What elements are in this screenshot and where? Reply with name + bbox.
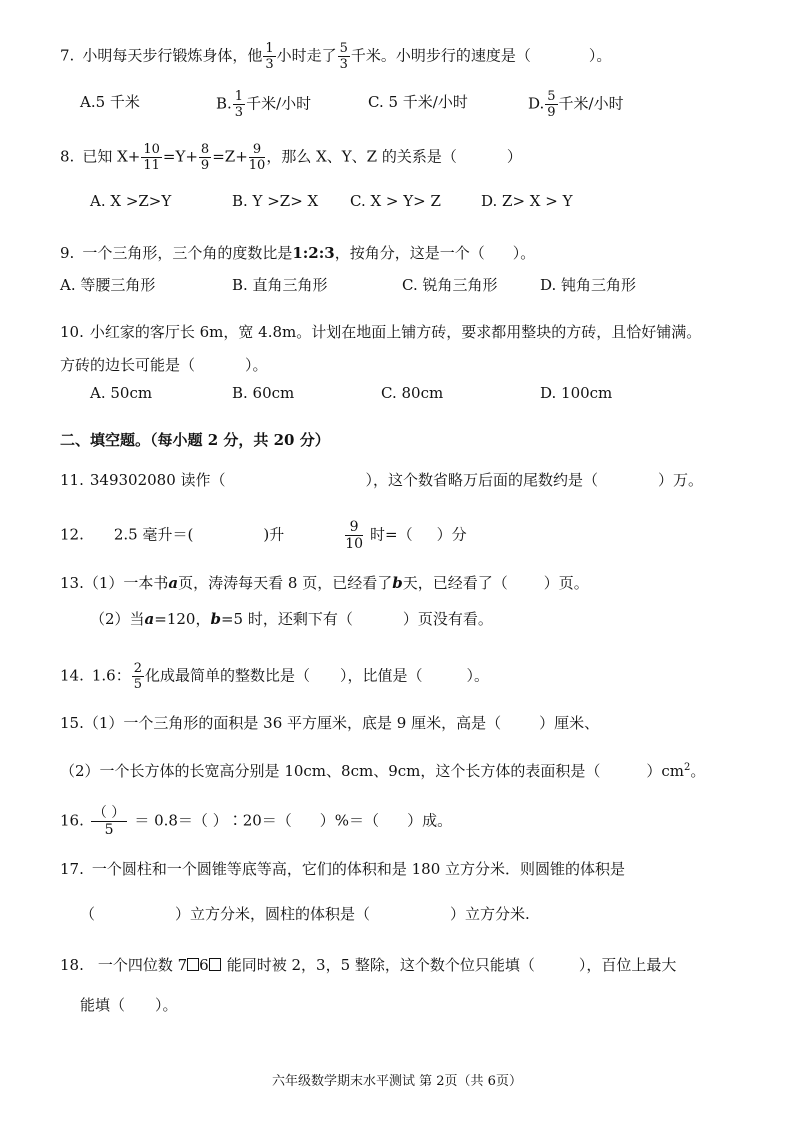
q8-option-a[interactable]: A. X >Z>Y: [90, 192, 172, 210]
question-13-part-2: （2）当a=120，b=5 时，还剩下有（ ）页没有看。: [90, 610, 493, 628]
fraction: $\frac{1}{3}$: [265, 41, 274, 72]
q8-option-b[interactable]: B. Y >Z> X: [232, 192, 319, 210]
question-16: 16. $\frac{( )}{5}$ ＝ 0.8＝（ ）∶20＝（ ）%＝（ ）成。: [60, 805, 453, 838]
question-9-stem: 9. 一个三角形，三个角的度数比是1:2:3，按角分，这是一个（ ）。: [60, 244, 536, 262]
question-8-stem: 8. 已知 X+ $\frac{10}{11}$ =Y+ $\frac{8}{9}$ =Z+ $\frac{9}{10}$ ，那么 X、Y、Z 的关系是（ ）: [60, 142, 522, 173]
question-10-stem: 10. 小红家的客厅长 6m，宽 4.8m。计划在地面上铺方砖，要求都用整块的方砖，且恰好铺满。: [60, 323, 702, 341]
q8-option-d[interactable]: D. Z> X > Y: [481, 192, 573, 210]
q7-option-a[interactable]: A.5 千米: [80, 93, 140, 111]
question-18-line-1: 18. 一个四位数 7 6 能同时被 2，3，5 整除，这个数个位只能填（ ），百位上最大: [60, 956, 677, 974]
question-7-stem: 7. 小明每天步行锻炼身体，他 $\frac{1}{3}$ 小时走了 $\frac{5}{3}$ 千米。小明步行的速度是（ ）。: [60, 41, 612, 72]
q10-option-b[interactable]: B. 60cm: [232, 384, 295, 402]
q9-option-b[interactable]: B. 直角三角形: [232, 276, 328, 294]
question-17-line-1: 17. 一个圆柱和一个圆锥等底等高，它们的体积和是 180 立方分米．则圆锥的体积是: [60, 860, 626, 878]
page-footer: 六年级数学期末水平测试 第 2页（共 6页）: [272, 1074, 522, 1089]
question-10-stem-2: 方砖的边长可能是（ ）。: [60, 356, 268, 374]
q9-option-c[interactable]: C. 锐角三角形: [402, 276, 498, 294]
digit-box: [187, 958, 199, 971]
fraction: $\frac{5}{3}$: [339, 41, 348, 72]
section-2-title: 二、填空题。（每小题 2 分，共 20 分）: [60, 431, 330, 449]
q10-option-d[interactable]: D. 100cm: [540, 384, 613, 402]
q9-option-a[interactable]: A. 等腰三角形: [60, 276, 156, 294]
question-17-line-2: （ ）立方分米，圆柱的体积是（ ）立方分米.: [80, 905, 530, 923]
q10-option-a[interactable]: A. 50cm: [90, 384, 153, 402]
q8-option-c[interactable]: C. X > Y> Z: [350, 192, 441, 210]
digit-box: [209, 958, 221, 971]
q7-option-d[interactable]: D. $\frac{5}{9}$ 千米/小时: [528, 89, 624, 120]
question-15-part-2: （2）一个长方体的长宽高分别是 10cm、8cm、9cm，这个长方体的表面积是（ ）$cm^2$。: [60, 762, 706, 780]
question-11: 11. 349302080 读作（ ），这个数省略万后面的尾数约是（ ）万。: [60, 471, 704, 489]
question-15-part-1: 15.（1）一个三角形的面积是 36 平方厘米，底是 9 厘米，高是（ ）厘米、: [60, 714, 600, 732]
question-13-part-1: 13.（1）一本书a页，涛涛每天看 8 页，已经看了b天，已经看了（ ）页。: [60, 574, 589, 592]
question-18-line-2: 能填（ ）。: [80, 996, 178, 1014]
question-14: 14. 1.6： $\frac{2}{5}$ 化成最简单的整数比是（ ），比值是（ ）。: [60, 661, 490, 692]
q7-option-c[interactable]: C. 5 千米/小时: [368, 93, 468, 111]
q9-option-d[interactable]: D. 钝角三角形: [540, 276, 637, 294]
q7-option-b[interactable]: B. $\frac{1}{3}$ 千米/小时: [216, 89, 312, 120]
q10-option-c[interactable]: C. 80cm: [381, 384, 444, 402]
question-12: 12. 2.5 毫升＝( )升 $\frac{9}{10}$ 时=（ ）分: [60, 519, 467, 552]
